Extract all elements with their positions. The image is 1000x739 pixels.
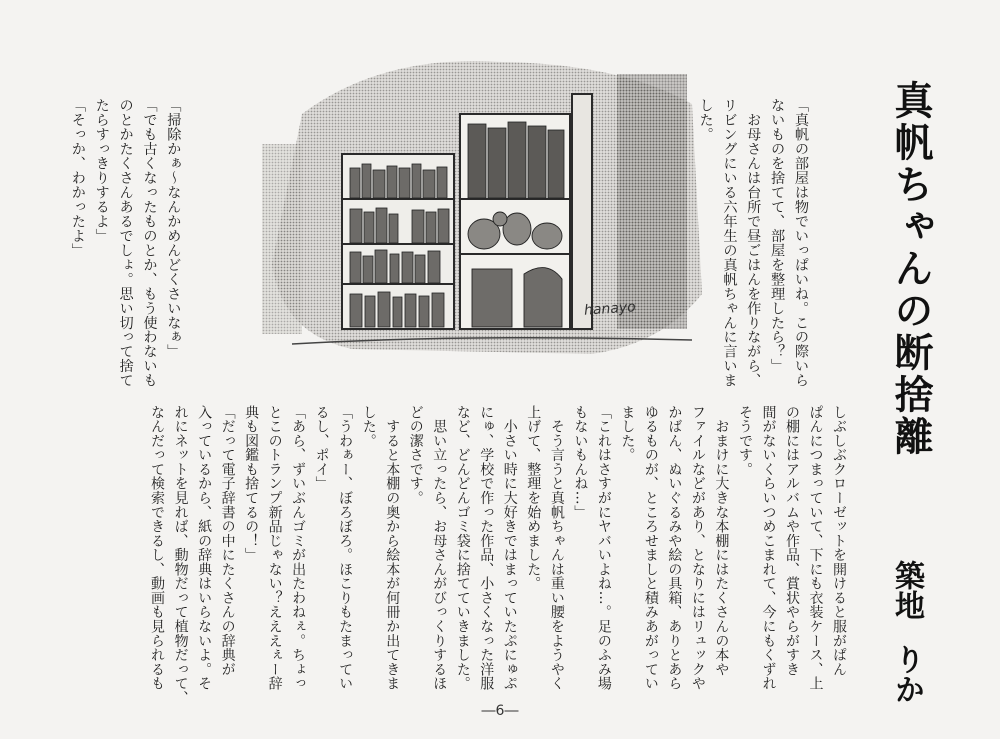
- text-line: 間がないくらいつめこまれて、今にもくずれ: [760, 405, 777, 691]
- text-line: れにネットを見れば、動物だって植物だって、: [172, 405, 189, 705]
- text-line: かばん、ぬいぐるみや絵の具箱、ありとあら: [666, 405, 683, 691]
- text-line: おまけに大きな本棚にはたくさんの本や: [713, 405, 730, 677]
- text-line: にゅ、学校で作った作品、小さくなった洋服: [478, 405, 495, 691]
- text-line: お母さんは台所で昼ごはんを作りながら、: [745, 98, 762, 388]
- author-given-name: りか: [889, 644, 924, 704]
- text-line: 「あら、ずいぶんゴミが出たわねぇ。ちょっ: [290, 405, 307, 691]
- text-line: 典も図鑑も捨てるの！」: [243, 405, 260, 563]
- intro-text-left: [65, 98, 184, 388]
- text-line: した。: [697, 98, 714, 142]
- text-line: 上げて、整理を始めました。: [525, 405, 542, 591]
- story-title: 真帆ちゃんの断捨離: [888, 80, 933, 458]
- text-line: ぱんにつまっていて、下にも衣装ケース、上: [807, 405, 824, 691]
- text-line: しぶしぶクローゼットを開けると服がぱん: [831, 405, 847, 677]
- text-line: 「そっか、わかったよ」: [69, 98, 86, 258]
- text-line: どの潔さです。: [407, 405, 424, 505]
- text-line: 「だって電子辞書の中にたくさんの辞典が: [219, 405, 236, 677]
- text-line: 「うわぁー、ぼろぼろ。ほこりもたまってい: [337, 405, 354, 691]
- text-line: した。: [360, 405, 377, 448]
- text-line: 「でも古くなったものとか、もう使わないも: [141, 98, 158, 388]
- text-line: すると本棚の奥から絵本が何冊か出てきま: [384, 405, 401, 691]
- main-story-text: [145, 405, 850, 705]
- author-name: [884, 560, 928, 704]
- text-line: 「真帆の部屋は物でいっぱいね。この際いら: [793, 98, 809, 388]
- text-line: 「これはさすがにヤバいよね…。足のふみ場: [595, 405, 612, 691]
- text-line: もないもんね…」: [572, 405, 589, 520]
- text-line: るし、ポイ」: [313, 405, 330, 491]
- text-line: とこのトランプ新品じゃない？えええぇー辞: [266, 405, 283, 691]
- text-line: 思い立ったら、お母さんがびっくりするほ: [431, 405, 448, 691]
- text-line: ないものを捨てて、部屋を整理したら？」: [769, 98, 786, 374]
- text-line: ゆるものが、ところせましと積みあがってい: [642, 405, 659, 691]
- text-line: そうです。: [736, 405, 753, 477]
- author-family-name: 築地: [889, 560, 924, 620]
- illustration-signature: hanayo: [583, 299, 637, 319]
- text-line: 「掃除かぁ～なんかめんどくさいなぁ」: [165, 98, 182, 359]
- text-line: そう言うと真帆ちゃんは重い腰をようやく: [548, 405, 565, 691]
- text-line: ました。: [619, 405, 636, 463]
- text-line: なんだって検索できるし、動画も見られるも: [149, 405, 166, 691]
- text-line: のとかたくさんあるでしょ。思い切って捨て: [117, 98, 134, 388]
- text-line: たらすっきりするよ」: [93, 98, 110, 243]
- bookshelf-illustration: [262, 44, 712, 374]
- text-line: 入っているから、紙の辞典はいらないよ。そ: [196, 405, 213, 691]
- text-line: ファイルなどがあり、となりにはリュックや: [689, 405, 706, 691]
- text-line: 小さい時に大好きではまっていたぷにゅぷ: [501, 405, 518, 691]
- text-line: の棚にはアルバムや作品、賞状やらがすき: [783, 405, 800, 677]
- text-line: など、どんどんゴミ袋に捨てていきました。: [454, 405, 471, 691]
- text-line: リビングにいる六年生の真帆ちゃんに言いま: [721, 98, 738, 388]
- page-number: ―6―: [481, 703, 519, 719]
